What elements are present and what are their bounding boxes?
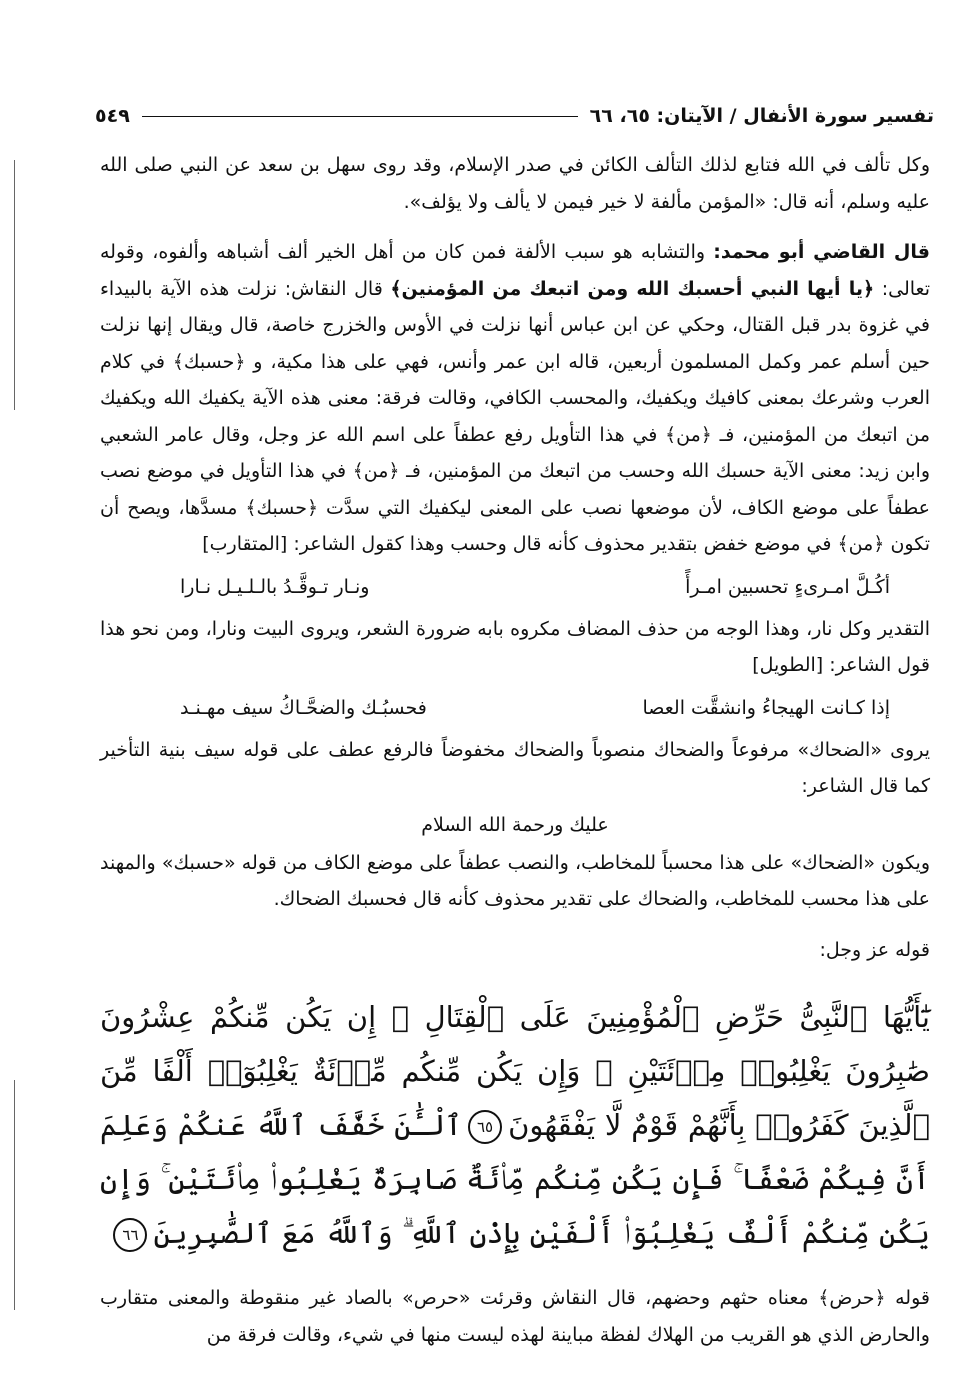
- poetry-verse: [100, 563, 930, 611]
- paragraph: يروى «الضحاك» مرفوعاً والضحاك منصوباً والضحاك مخفوضاً فالرفع عطف على قوله سيف بنية التأخير كما قال الشاعر:: [100, 738, 930, 797]
- poetry-line: عليك ورحمة الله السلام: [421, 813, 609, 836]
- running-header: [95, 100, 934, 132]
- quran-text: ٱلْـَٰٔنَ خَفَّفَ ٱللَّهُ عَنكُمْ وَعَلِمَ أَنَّ فِيكُمْ ضَعْفًا ۚ فَإِن يَكُن مِّنكُم مِّا۟ئَةٌ صَابِرَةٌ يَغْلِبُوا۟ مِا۟ئَتَيْنِ ۚ وَإِن يَكُن مِّنكُمْ أَلْفٌ يَغْلِبُوٓا۟ أَلْفَيْنِ بِإِذْنِ ٱللَّهِ ۗ وَٱللَّهُ مَعَ ٱلصَّٰبِرِينَ: [100, 1108, 930, 1250]
- scan-margin-line: [14, 160, 15, 410]
- quran-text: يَٰٓأَيُّهَا ٱلنَّبِىُّ حَرِّضِ ٱلْمُؤْمِنِينَ عَلَى ٱلْقِتَالِ ۚ إِن يَكُن مِّنكُمْ عِشْرُونَ صَٰبِرُونَ يَغْلِبُوا۟ مِا۟ئَتَيْنِ ۚ وَإِن يَكُن مِّنكُم مِّا۟ئَةٌ يَغْلِبُوٓا۟ أَلْفًا مِّنَ ٱلَّذِينَ كَفَرُوا۟ بِأَنَّهُمْ قَوْمٌ لَّا يَفْقَهُونَ: [100, 1000, 930, 1142]
- paragraph: التقدير وكل نار، وهذا الوجه من حذف المضاف مكروه بابه ضرورة الشعر، ويروى البيت ونارا، ومن نحو هذا قول الشاعر: [الطويل]: [100, 617, 930, 676]
- paragraph-text: قال النقاش: نزلت هذه الآية بالبيداء في غزوة بدر قبل القتال، وحكي عن ابن عباس أنها نزلت في الأوس والخزرج خاصة، قال ويقال إنها نزلت حين أسلم عمر وكمل المسلمون أربعين، قاله ابن عمر وأنس، فهي على هذا مكية، و ﴿حسبك﴾ في كلام العرب وشرعك بمعنى كافيك ويكفيك، والمحسب الكافي، وقالت فرقة: معنى هذه الآية يكفيك الله ويكفيك من اتبعك من المؤمنين، فـ ﴿من﴾ في هذا التأويل رفع عطفاً على اسم الله عز وجل، وقال عامر الشعبي وابن زيد: معنى الآية حسبك الله وحسب من اتبعك من المؤمنين، فـ ﴿من﴾ في هذا التأويل في موضع نصب عطفاً على موضع الكاف، لأن موضعها نصب على المعنى ليكفيك التي سدَّت ﴿حسبك﴾ مسدَّها، ويصح أن تكون ﴿من﴾ في موضع خفض بتقدير محذوف كأنه قال وحسب وهذا كقول الشاعر: [المتقارب]: [100, 277, 930, 555]
- page-body: [100, 147, 930, 1353]
- header-rule: [142, 116, 578, 117]
- paragraph-text: والتشابه هو سبب الألفة فمن كان من أهل الخير ألف أشباهه وألفوه، وقوله تعالى:: [100, 241, 930, 300]
- ayah-number-marker: ٦٥: [468, 1110, 502, 1144]
- paragraph: وكل تألف في الله فتابع لذلك التألف الكائن في صدر الإسلام، وقد روى سهل بن سعد عن النبي صلى الله عليه وسلم، أنه قال: «المؤمن مألفة لا خير فيمن لا يألف ولا يؤلف».: [100, 154, 930, 213]
- paragraph: قوله ﴿حرض﴾ معناه حثهم وحضهم، قال النقاش وقرئت «حرص» بالصاد غير منقوطة والمعنى متقارب والحارض الذي هو القريب من الهلاك لفظة مباينة لهذه ليست منها في شيء، وقالت فرقة من: [100, 1287, 930, 1346]
- paragraph: ويكون «الضحاك» على هذا محسباً للمخاطب، والنصب عطفاً على موضع الكاف من قوله «حسبك» والمهند على هذا محسب للمخاطب، والضحاك على تقدير محذوف كأنه قال فحسبك الضحاك.: [100, 851, 930, 910]
- paragraph: [100, 234, 930, 563]
- ayah-number-marker: ٦٦: [113, 1218, 147, 1252]
- poetry-verse: [100, 684, 930, 732]
- page-number: ٥٤٩: [95, 105, 130, 127]
- quran-quote: ﴿يا أيها النبي أحسبك الله ومن اتبعك من المؤمنين﴾: [390, 277, 875, 300]
- paragraph: قوله عز وجل:: [819, 938, 930, 961]
- verse-hemistich: ونـار تـوقَّـدُ بالـلـيـل نـارا: [180, 575, 370, 598]
- verse-hemistich: فحسبُـك والضحَّـاكُ سيف مهـنـد: [180, 696, 427, 719]
- speaker-label: قال القاضي أبو محمد:: [713, 241, 930, 263]
- verse-hemistich: إذا كـانت الهيجاءُ وانشقَّت العصا: [642, 696, 890, 719]
- verse-hemistich: أكُـلَّ امـرىءٍ تحسبين امـرأً: [685, 575, 890, 598]
- scan-margin-line: [14, 1080, 15, 1310]
- quran-verses: [100, 990, 930, 1260]
- header-title: تفسير سورة الأنفال / الآيتان: ٦٥، ٦٦: [589, 105, 934, 127]
